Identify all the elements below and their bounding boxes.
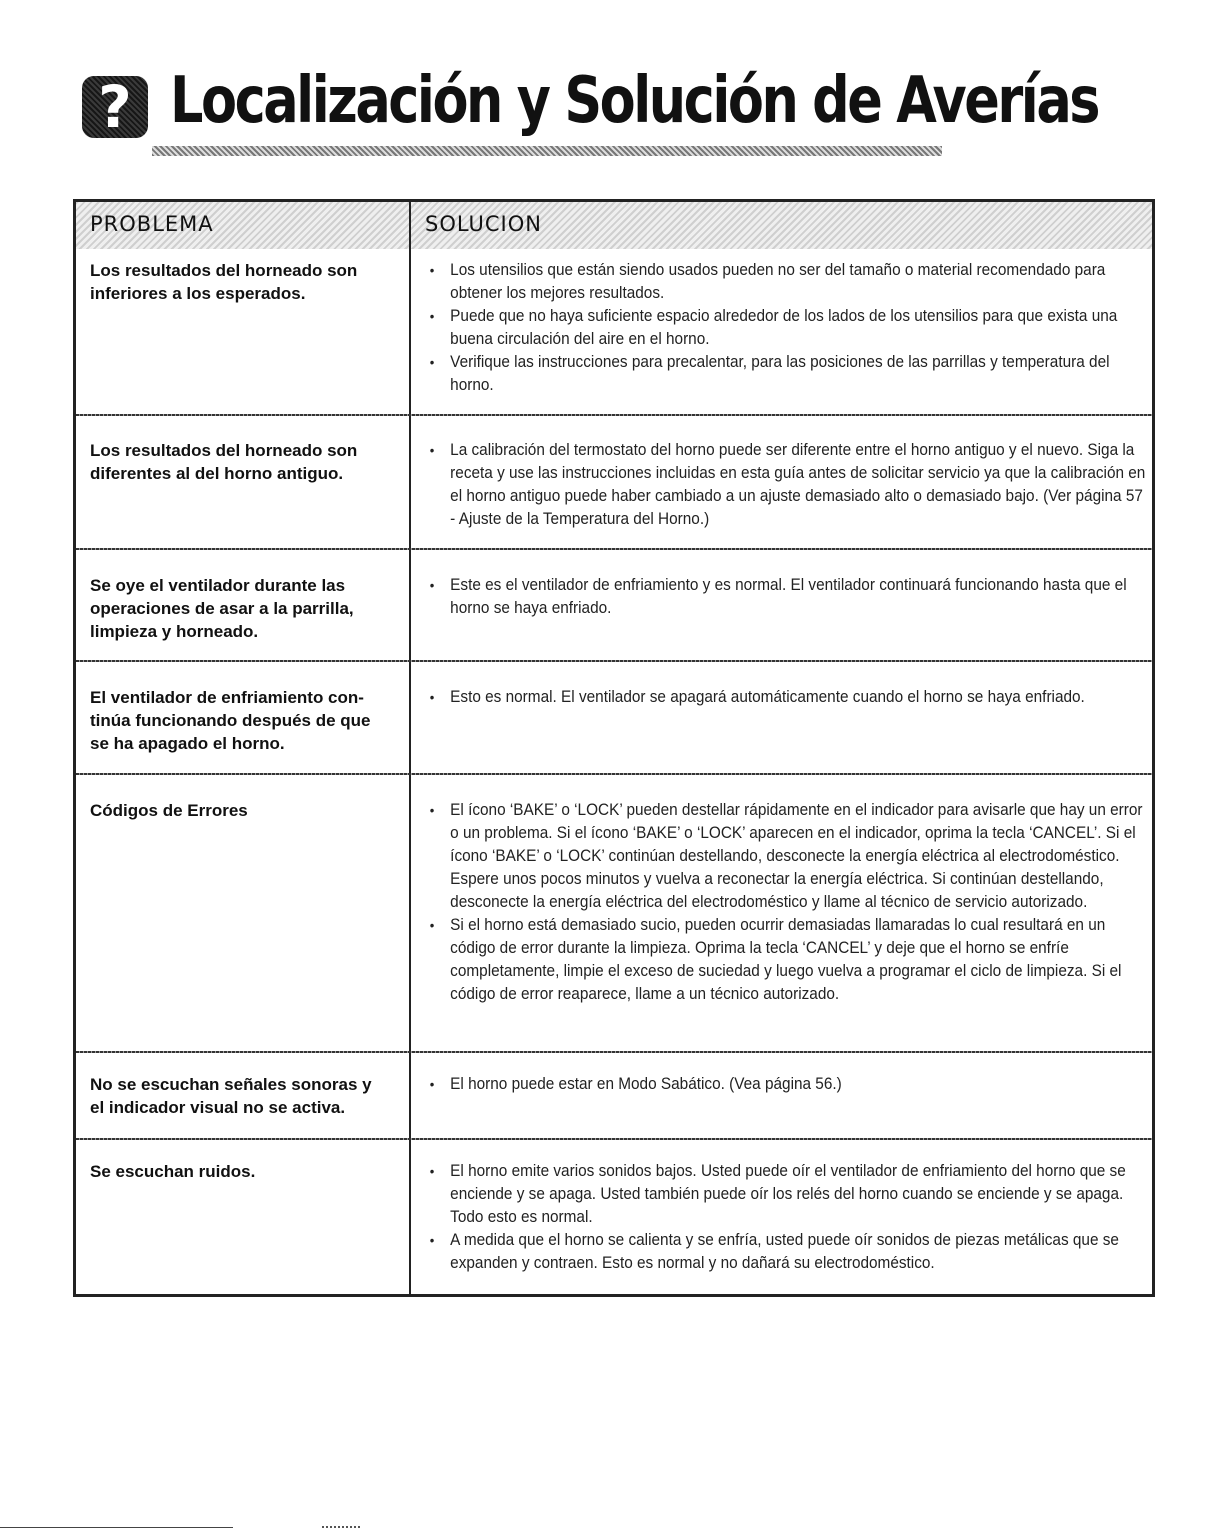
row-divider <box>76 1138 1152 1140</box>
problem-text: Los resultados del horneado son inferiores a los esperados. <box>90 261 358 303</box>
solution-list <box>426 1160 1138 1275</box>
solution-list <box>426 259 1138 397</box>
column-header-problem: PROBLEMA <box>90 212 214 236</box>
solution-item: • Si el horno está demasiado sucio, pueden ocurrir demasiadas llamaradas lo cual resultará en un código de error durante la limpieza. Oprima la tecla ‘CANCEL’ y deje que el horno se enfríe completamente, limpie el exceso de suciedad y luego vuelva a programar el ciclo de limpieza. Si el código de error reaparece, llame a un técnico autorizado. <box>426 914 1150 1006</box>
footer-rule <box>0 1527 233 1528</box>
problem-text: No se escuchan señales sonoras y el indicador visual no se activa. <box>90 1075 372 1117</box>
row-divider <box>76 773 1152 775</box>
problem-text: Códigos de Errores <box>90 801 248 820</box>
solution-list <box>426 686 1138 709</box>
solution-item: • Verifique las instrucciones para precalentar, para las posiciones de las parrillas y temperatura del horno. <box>426 351 1150 397</box>
page-header <box>82 62 1099 157</box>
solution-item: • El horno emite varios sonidos bajos. Usted puede oír el ventilador de enfriamiento del horno que se enciende y se apaga. Usted también puede oír los relés del horno cuando se enciende y se apaga. Todo esto es normal. <box>426 1160 1150 1229</box>
row-divider <box>76 660 1152 662</box>
problem-text: Los resultados del horneado son diferentes al del horno antiguo. <box>90 441 358 483</box>
footer-dots <box>322 1526 362 1528</box>
solution-item: • A medida que el horno se calienta y se enfría, usted puede oír sonidos de piezas metálicas que se expanden y contraen. Esto es normal y no dañará su electrodoméstico. <box>426 1229 1150 1275</box>
troubleshooting-table <box>73 199 1155 1297</box>
column-divider <box>409 202 411 1294</box>
solution-item: • Esto es normal. El ventilador se apagará automáticamente cuando el horno se haya enfriado. <box>426 686 1150 709</box>
solution-item: • El horno puede estar en Modo Sabático. (Vea página 56.) <box>426 1073 1150 1096</box>
solution-item: • La calibración del termostato del horno puede ser diferente entre el horno antiguo y el nuevo. Siga la receta y use las instrucciones incluidas en esta guía antes de solicitar servicio ya que la calibración en el horno antiguo puede haber cambiado a un ajuste demasiado alto o demasiado bajo. (Ver página 57 - Ajuste de la Temperatura del Horno.) <box>426 439 1150 531</box>
column-header-solution: SOLUCION <box>425 212 542 236</box>
solution-item: • Puede que no haya suficiente espacio alrededor de los lados de los utensilios para que exista una buena circulación del aire en el horno. <box>426 305 1150 351</box>
solution-list <box>426 574 1138 620</box>
solution-item: • El ícono ‘BAKE’ o ‘LOCK’ pueden destellar rápidamente en el indicador para avisarle que hay un error o un problema. Si el ícono ‘BAKE’ o ‘LOCK’ aparecen en el indicador, oprima la tecla ‘CANCEL’. Si el ícono ‘BAKE’ o ‘LOCK’ continúan destellando, desconecte la energía eléctrica al electrodoméstico. Espere unos pocos minutos y vuelva a reconectar la energía eléctrica. Si continúan destellando, desconecte la energía eléctrica del electrodoméstico y llame al técnico de servicio autorizado. <box>426 799 1150 914</box>
row-divider <box>76 414 1152 416</box>
solution-item: • Este es el ventilador de enfriamiento y es normal. El ventilador continuará funcionando hasta que el horno se haya enfriado. <box>426 574 1150 620</box>
table-header <box>76 202 1152 249</box>
row-divider <box>76 1051 1152 1053</box>
solution-list <box>426 1073 1138 1096</box>
solution-list <box>426 439 1146 531</box>
solution-list <box>426 799 1143 1006</box>
question-icon: ? <box>82 76 148 138</box>
title-underline <box>152 146 942 156</box>
problem-text: Se oye el ventilador durante las operaciones de asar a la parrilla, limpieza y horneado. <box>90 576 354 641</box>
problem-text: El ventilador de enfriamiento con-tinúa funcionando después de que se ha apagado el horno. <box>90 688 371 753</box>
page-title: Localización y Solución de Averías <box>170 64 1099 138</box>
row-divider <box>76 548 1152 550</box>
solution-item: • Los utensilios que están siendo usados pueden no ser del tamaño o material recomendado para obtener los mejores resultados. <box>426 259 1150 305</box>
problem-text: Se escuchan ruidos. <box>90 1162 256 1181</box>
